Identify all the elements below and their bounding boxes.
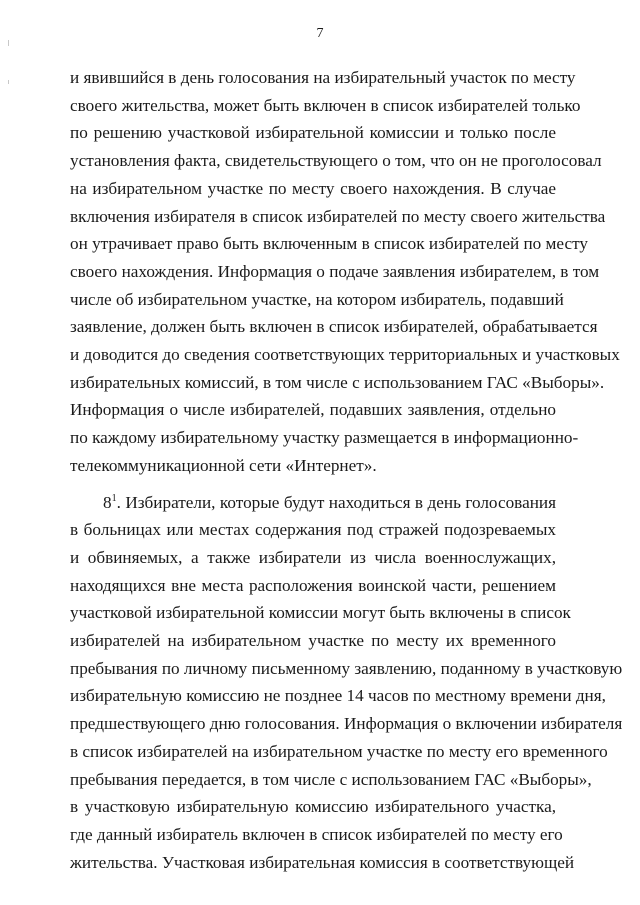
text-line: по решению участковой избирательной комиссии и только после — [70, 123, 556, 143]
paragraph-1 — [70, 64, 620, 480]
text-line: жительства. Участковая избирательная комиссия в соответствующей — [70, 852, 575, 872]
scan-edge-mark — [8, 80, 9, 84]
paragraph-number: 8 — [103, 492, 112, 512]
text-line: участковой избирательной комиссии могут быть включены в список — [70, 603, 571, 623]
paragraph-2 — [70, 489, 623, 877]
text-line: в больницах или местах содержания под стражей подозреваемых — [70, 520, 556, 540]
document-body — [70, 64, 623, 876]
text-line: где данный избиратель включен в список избирателей по месту его — [70, 824, 563, 844]
text-line: установления факта, свидетельствующего о том, что он не проголосовал — [70, 151, 602, 171]
text-line: избирателей на избирательном участке по месту их временного — [70, 631, 556, 651]
text-line: и доводится до сведения соответствующих территориальных и участковых — [70, 345, 620, 365]
text-line: находящихся вне места расположения воинской части, решением — [70, 575, 556, 595]
text-line: своего жительства, может быть включен в список избирателей только — [70, 95, 581, 115]
text-line: включения избирателя в список избирателей по месту своего жительства — [70, 206, 606, 226]
text-line: в список избирателей на избирательном участке по месту его временного — [70, 741, 608, 761]
text-line: в участковую избирательную комиссию избирательного участка, — [70, 797, 556, 817]
text-line: заявление, должен быть включен в список избирателей, обрабатывается — [70, 317, 598, 337]
text-line: и явившийся в день голосования на избирательный участок по месту — [70, 68, 576, 87]
text-line: телекоммуникационной сети «Интернет». — [70, 455, 377, 475]
text-line: числе об избирательном участке, на котором избиратель, подавший — [70, 289, 564, 309]
text-line: пребывания по личному письменному заявлению, поданному в участковую — [70, 658, 623, 678]
text-line: пребывания передается, в том числе с использованием ГАС «Выборы», — [70, 769, 592, 789]
text-line: избирательных комиссий, в том числе с использованием ГАС «Выборы». — [70, 372, 605, 392]
text-line: предшествующего дню голосования. Информация о включении избирателя — [70, 714, 623, 734]
paragraph-2-first-text: . Избиратели, которые будут находиться в день голосования — [116, 492, 556, 512]
paragraph-gap — [70, 480, 556, 489]
text-line: своего нахождения. Информация о подаче заявления избирателем, в том — [70, 261, 600, 281]
text-line: по каждому избирательному участку размещается в информационно- — [70, 428, 579, 448]
text-line: на избирательном участке по месту своего нахождения. В случае — [70, 178, 556, 198]
page-number: 7 — [316, 26, 324, 41]
text-line: Информация о числе избирателей, подавших заявления, отдельно — [70, 400, 556, 420]
text-line: избирательную комиссию не позднее 14 часов по местному времени дня, — [70, 686, 606, 706]
paragraph-2-first-line — [70, 489, 556, 517]
paragraph-number-superscript: 1 — [111, 492, 117, 504]
text-line: он утрачивает право быть включенным в список избирателей по месту — [70, 234, 588, 254]
text-line: и обвиняемых, а также избиратели из числа военнослужащих, — [70, 547, 556, 567]
